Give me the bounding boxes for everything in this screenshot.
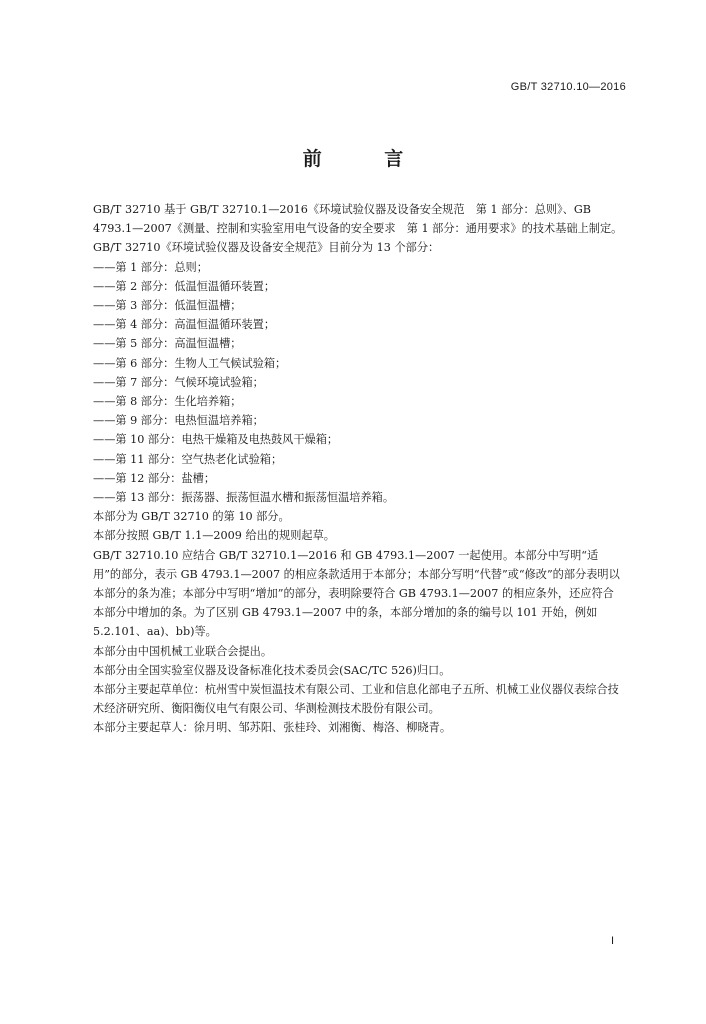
list-item: ——第 4 部分：高温恒温循环装置； xyxy=(93,318,276,332)
list-item: ——第 6 部分：生物人工气候试验箱； xyxy=(93,356,287,370)
paragraph-drafters: 本部分主要起草人：徐月明、邹苏阳、张桂玲、刘湘衡、梅洛、柳晓青。 xyxy=(93,721,452,735)
list-item: ——第 5 部分：高温恒温槽； xyxy=(93,337,242,351)
paragraph-committee: 本部分由全国实验室仪器及设备标准化技术委员会(SAC/TC 526)归口。 xyxy=(93,663,451,677)
foreword-body xyxy=(93,200,623,738)
paragraph-proposer: 本部分由中国机械工业联合会提出。 xyxy=(93,644,273,658)
paragraph-parts-intro: GB/T 32710《环境试验仪器及设备安全规范》目前分为 13 个部分： xyxy=(93,241,440,255)
list-item: ——第 12 部分：盐槽； xyxy=(93,471,216,485)
list-item: ——第 1 部分：总则； xyxy=(93,260,208,274)
paragraph-basis: GB/T 32710 基于 GB/T 32710.1—2016《环境试验仪器及设备安全规范 第 1 部分：总则》、GB 4793.1—2007《测量、控制和实验室用电气设备的安全要求 第 1 部分：通用要求》的技术基础上制定。 xyxy=(93,203,623,236)
list-item: ——第 10 部分：电热干燥箱及电热鼓风干燥箱； xyxy=(93,433,339,447)
paragraph-part-number: 本部分为 GB/T 32710 的第 10 部分。 xyxy=(93,510,290,524)
parts-list xyxy=(93,258,623,508)
paragraph-usage: GB/T 32710.10 应结合 GB/T 32710.1—2016 和 GB 4793.1—2007 一起使用。本部分中写明“适用”的部分，表示 GB 4793.1—2007 的相应条款适用于本部分；本部分写明“代替”或“修改”的部分表明以本部分的条为准；本部分中写明“增加”的部分，表明除要符合 GB 4793.1—2007 的相应条外，还应符合本部分中增加的条。为了区别 GB 4793.1—2007 中的条，本部分增加的条的编号以 101 开始，例如 5.2.101、aa)、bb)等。 xyxy=(93,548,620,639)
list-item: ——第 11 部分：空气热老化试验箱； xyxy=(93,452,283,466)
page-number: I xyxy=(610,935,614,947)
list-item: ——第 3 部分：低温恒温槽； xyxy=(93,299,242,313)
list-item: ——第 9 部分：电热恒温培养箱； xyxy=(93,414,264,428)
list-item: ——第 8 部分：生化培养箱； xyxy=(93,395,242,409)
list-item: ——第 7 部分：气候环境试验箱； xyxy=(93,375,264,389)
page-title: 前 言 xyxy=(302,148,432,170)
paragraph-drafting-units: 本部分主要起草单位：杭州雪中炭恒温技术有限公司、工业和信息化部电子五所、机械工业仪器仪表综合技术经济研究所、衡阳衡仪电气有限公司、华测检测技术股份有限公司。 xyxy=(93,683,619,716)
list-item: ——第 2 部分：低温恒温循环装置； xyxy=(93,279,276,293)
paragraph-drafting-rules: 本部分按照 GB/T 1.1—2009 给出的规则起草。 xyxy=(93,529,335,543)
list-item: ——第 13 部分：振荡器、振荡恒温水槽和振荡恒温培养箱。 xyxy=(93,491,395,505)
standard-number: GB/T 32710.10—2016 xyxy=(510,81,626,93)
